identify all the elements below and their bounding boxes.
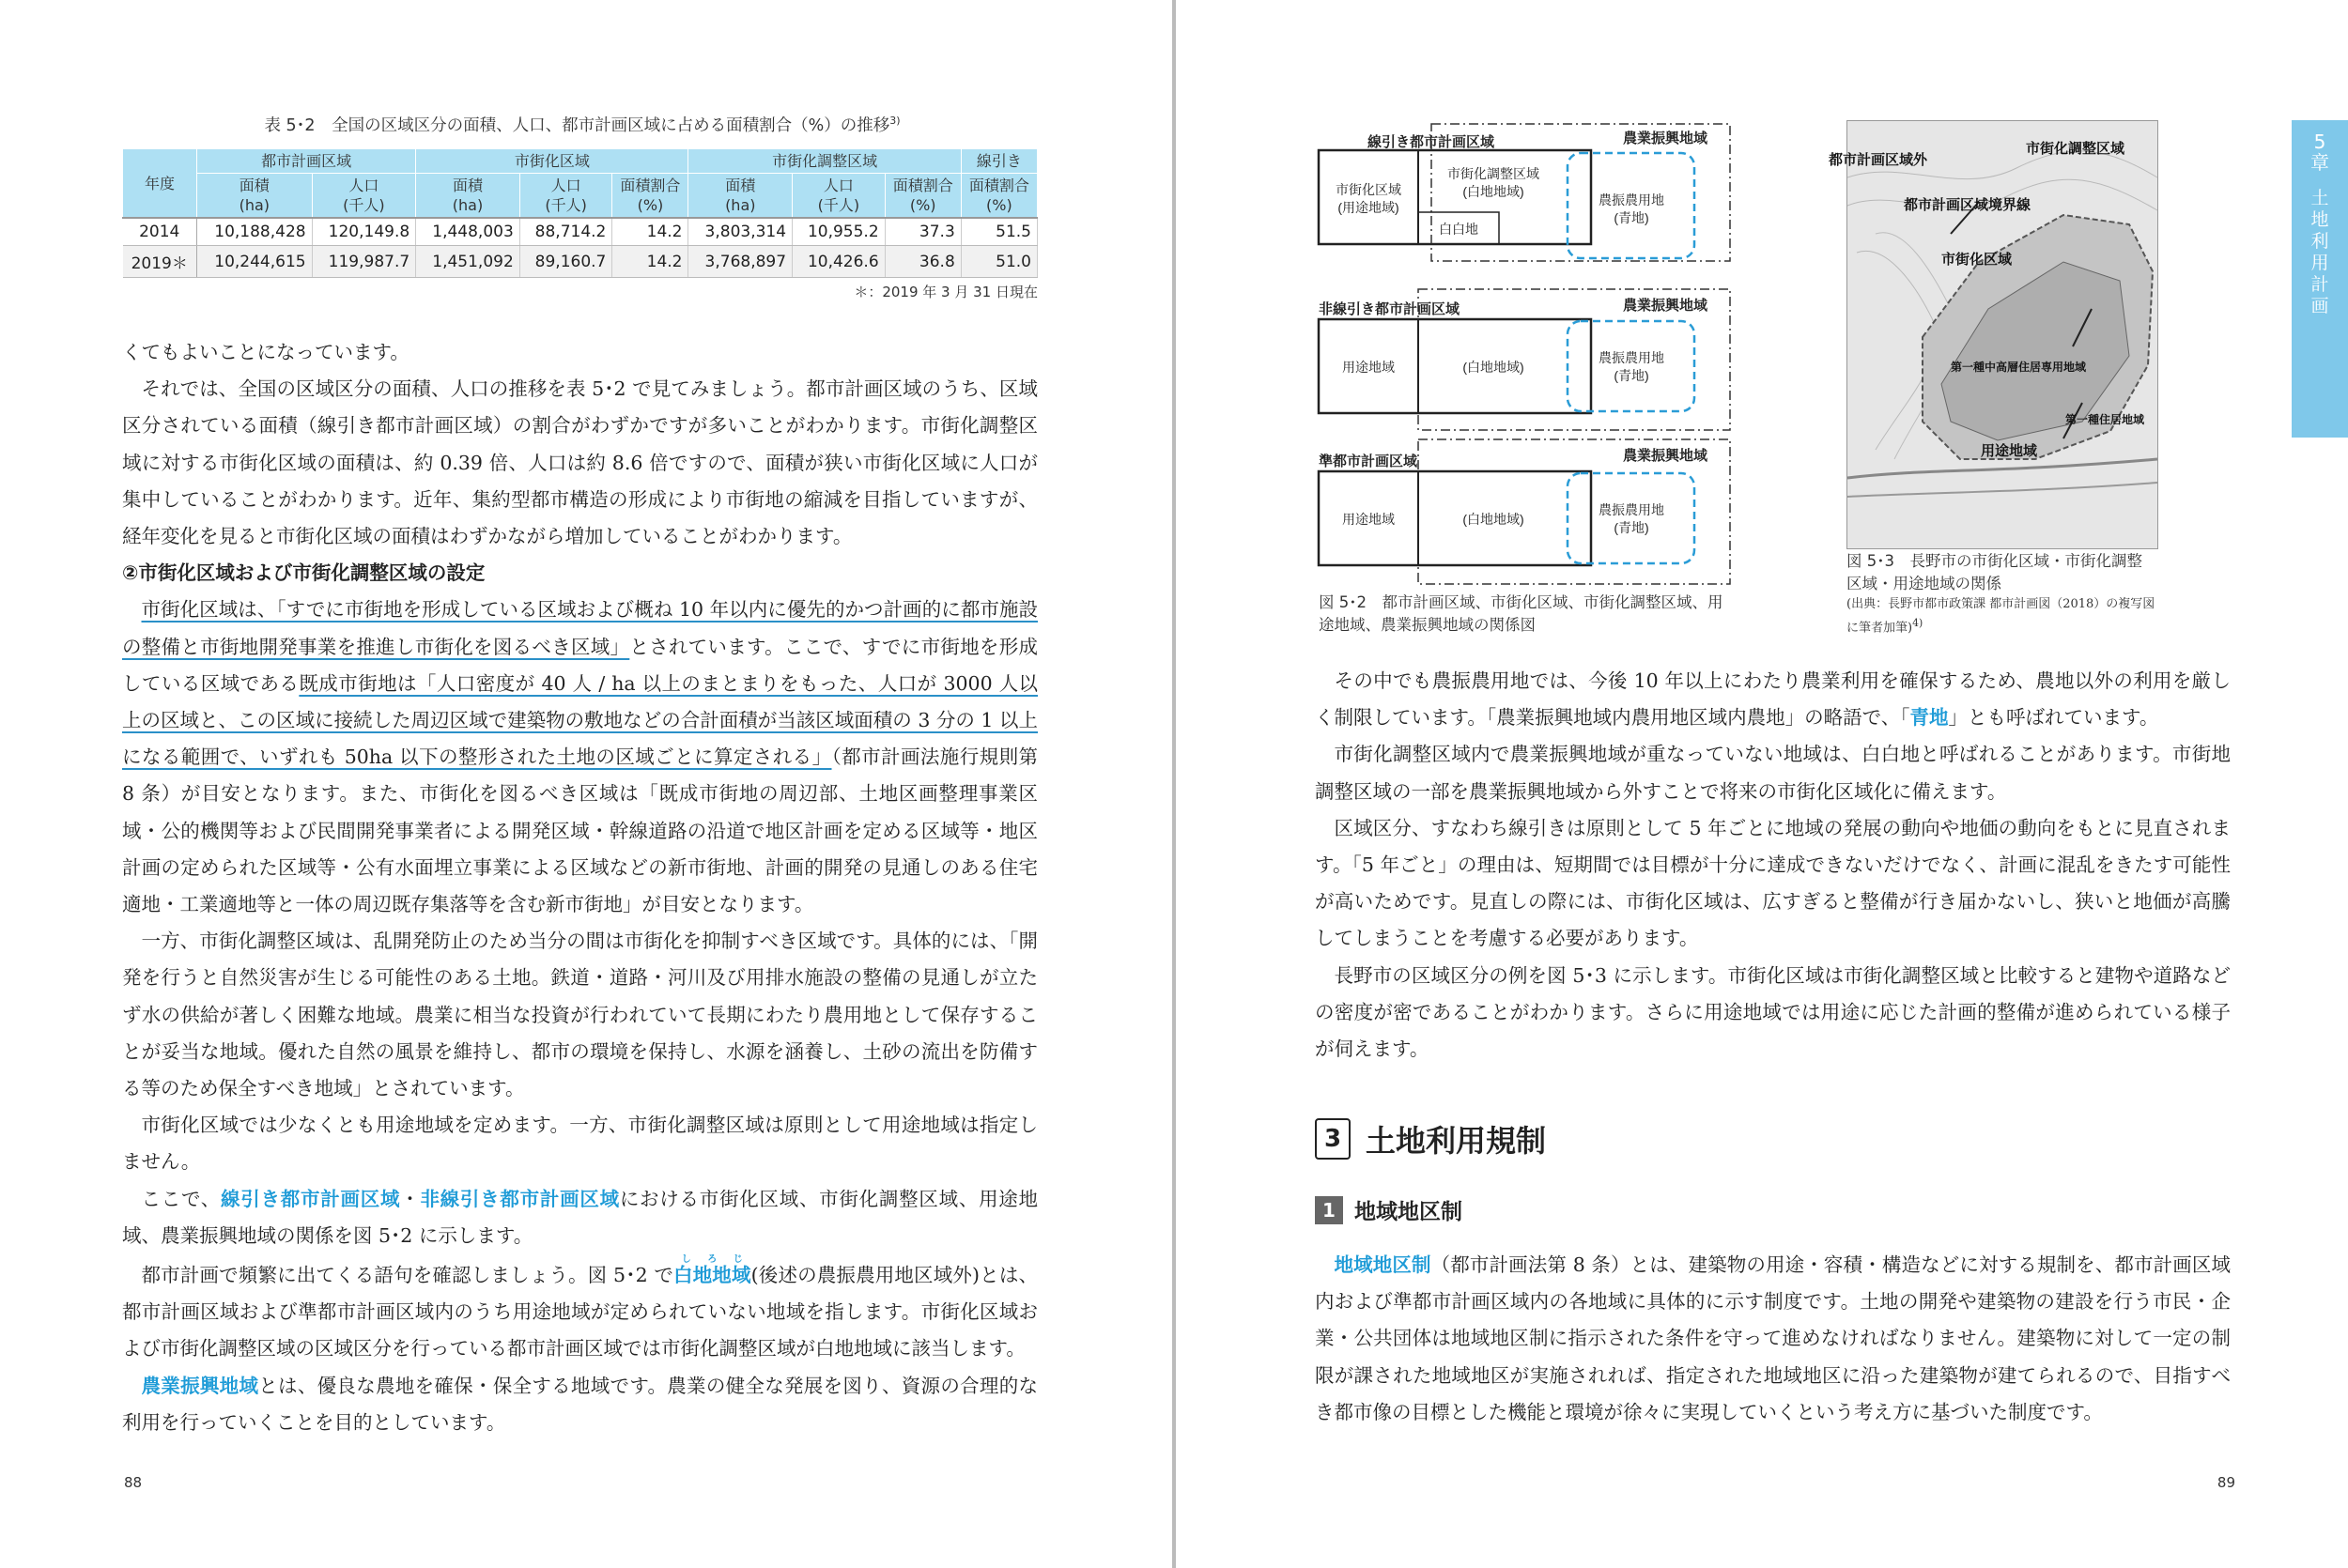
text-run: 」とも呼ばれています。 [1948, 706, 2159, 730]
group-header-line: 線引き [961, 149, 1037, 174]
paragraph: 長野市の区域区分の例を図 5･3 に示します。市街化区域は市街化調整区域と比較すると建物や道路などの密度が密であることがわかります。さらに用途地域では用途に応じた計画的整備が進められている様子が伺えます。 [1315, 963, 2231, 1061]
left-page [0, 0, 1172, 1568]
section-title: 土地利用規制 [1366, 1123, 1547, 1159]
block1-control [1447, 166, 1539, 199]
fig53-caption-text: 図 5･3 長野市の市街化区域・市街化調整区域・用途地域の関係 [1846, 552, 2142, 592]
group-header-city: 都市計画区域 [197, 149, 416, 174]
table-note: ＊：2019 年 3 月 31 日現在 [854, 284, 1038, 300]
chapter-number: 5 章 [2310, 131, 2329, 174]
paragraph [122, 592, 1038, 923]
subheader-cell: 面積 (ha) [688, 174, 793, 219]
fig52-diagram [1319, 120, 1739, 592]
map-label-res2: 第一種住居地域 [2065, 413, 2145, 426]
block3-farmland-outline [1568, 473, 1694, 563]
text-run: その中でも農振農用地では、今後 10 年以上にわたり農業利用を確保するため、農地以外の利用を厳しく制限しています。「農業振興地域内農用地区域内農地」の略語で、「 [1315, 669, 2231, 730]
term-shiroji [672, 1254, 751, 1287]
group-header-control: 市街化調整区域 [688, 149, 961, 174]
year-header: 年度 [123, 149, 197, 219]
term-nougyou: 農業振興地域 [141, 1374, 259, 1397]
table-row [123, 246, 1038, 278]
text-run: （都市計画法第 8 条）とは、建築物の用途・容積・構造などに対する規制を、都市計画区域内および準都市計画区域内の各地域に具体的に示す制度です。土地の開発や建築物の建設を行う市民・企業・公共団体は地域地区制に指示された条件を守って進めなければなりません。建築物に対して一定の制限が課された地域地区が実施されれば、指定された地域地区に沿った建築物が建てられるので、目指すべき都市像の目標とした機能と環境が徐々に実現していくという考え方に基づいた制度です。 [1315, 1253, 2232, 1423]
table-cell: 1,448,003 [416, 218, 520, 246]
block3-use: 用途地域 [1342, 512, 1395, 527]
text-run: ここで、 [141, 1187, 222, 1210]
subheader-cell: 面積割合 (%) [612, 174, 688, 219]
fig53-source [1846, 595, 2156, 638]
block1-white: 白白地 [1439, 222, 1478, 237]
ruby-reading: しろじ [672, 1254, 751, 1266]
text-line: (白地地域) [1462, 184, 1524, 199]
underlined-definition: 市街化区域は、「すでに市街地を形成している区域および概ね 10 年以内に優先的かつ計画的に都市施設の整備と市街地開発事業を推進し市街化を図るべき区域」 [122, 598, 1038, 658]
paragraph [122, 1181, 1038, 1254]
term-chiikichiku: 地域地区制 [1334, 1253, 1431, 1276]
subheader-cell: 人口 (千人) [793, 174, 886, 219]
book-gutter [1172, 0, 1176, 1568]
table-caption-ref: 3) [889, 115, 901, 128]
block3-title: 準都市計画区域 [1319, 453, 1418, 469]
table-cell: 120,149.8 [312, 218, 416, 246]
block2-white: (白地地域) [1462, 360, 1524, 375]
block2-use: 用途地域 [1342, 360, 1395, 375]
fig53-map [1829, 120, 2158, 549]
text-run: 都市計画で頻繁に出てくる語句を確認しましょう。図 5･2 で [141, 1264, 673, 1287]
block3-farm-label: 農業振興地域 [1623, 448, 1708, 464]
block1-title: 線引き都市計画区域 [1367, 134, 1495, 150]
block1-farmland-text: 農振農用地 [1599, 192, 1664, 208]
table-cell: 3,803,314 [688, 218, 793, 246]
block3-farmland [1599, 502, 1664, 535]
paragraph: くてもよいことになっています。 [122, 341, 409, 363]
paragraph: 市街化区域では少なくとも用途地域を定めます。一方、市街化調整区域は原則として用途地域は指定しません。 [122, 1114, 1038, 1174]
fig53-source-text: (出典：長野市都市政策課 都市計画図（2018）の複写図に筆者加筆) [1846, 597, 2155, 636]
table-row [123, 218, 1038, 246]
subheader-cell: 人口 (千人) [519, 174, 612, 219]
table-cell: 37.3 [885, 218, 961, 246]
block2-farm-label: 農業振興地域 [1623, 298, 1708, 314]
table-cell: 10,188,428 [197, 218, 313, 246]
table-cell: 14.2 [612, 246, 688, 278]
chapter-tab [2292, 120, 2348, 438]
paragraph: 市街化調整区域内で農業振興地域が重なっていない地域は、白白地と呼ばれることがあります。市街地調整区域の一部を農業振興地域から外すことで将来の市街化区域化に備えます。 [1315, 743, 2231, 803]
subsection-heading [1315, 1194, 1462, 1225]
term-hisenbiki: 非線引き都市計画区域 [420, 1187, 620, 1210]
chapter-title: 土地利用計画 [2310, 188, 2329, 316]
block1-farmland [1599, 192, 1664, 225]
block2-farmland-outline [1568, 321, 1694, 411]
subheader-cell: 面積 (ha) [416, 174, 520, 219]
table-cell: 51.5 [961, 218, 1037, 246]
right-body-text-2 [1315, 1247, 2231, 1431]
paragraph [122, 1368, 1038, 1441]
map-label-use: 用途地域 [1981, 443, 2038, 459]
left-body-text [122, 334, 1038, 1441]
table-caption-text: 表 5･2 全国の区域区分の面積、人口、都市計画区域に占める面積割合（%）の推移 [264, 116, 890, 135]
fig53-caption [1846, 550, 2156, 638]
block1-urban [1336, 182, 1401, 215]
subheader-cell: 面積割合 (%) [961, 174, 1037, 219]
table-cell: 1,451,092 [416, 246, 520, 278]
year-cell: 2014 [123, 218, 197, 246]
table-cell: 3,768,897 [688, 246, 793, 278]
paragraph [1315, 1247, 2231, 1431]
stats-table [122, 148, 1038, 278]
term-senbiki: 線引き都市計画区域 [221, 1187, 401, 1210]
fig53-ref: 4) [1912, 617, 1923, 629]
map-label-outside: 都市計画区域外 [1829, 152, 1928, 168]
table-cell: 10,426.6 [793, 246, 886, 278]
paragraph [1315, 663, 2231, 736]
map-graphic [1829, 121, 2157, 548]
text-line: (青地) [1614, 368, 1649, 383]
paragraph: 一方、市街化調整区域は、乱開発防止のため当分の間は市街化を抑制すべき区域です。具体的には、「開発を行うと自然災害が生じる可能性のある土地。鉄道・道路・河川及び用排水施設の整備の見通しが立たず水の供給が著しく困難な地域。農業に相当な投資が行われていて長期にわたり農用地として保存することが妥当な地域。優れた自然の風景を維持し、都市の環境を保持し、水源を涵養し、土砂の流出を防備する等のため保全すべき地域」とされています。 [122, 930, 1038, 1100]
table-cell: 88,714.2 [519, 218, 612, 246]
subsection-title: 地域地区制 [1354, 1200, 1462, 1224]
table-cell: 10,244,615 [197, 246, 313, 278]
map-label-control: 市街化調整区域 [2026, 141, 2125, 157]
group-header-urban: 市街化区域 [416, 149, 688, 174]
page-number-left: 88 [124, 1474, 143, 1491]
text-run: とされています。ここで、すでに市街地を形成している区域である [122, 635, 1038, 695]
term-text: 白地地域 [672, 1264, 751, 1287]
table-cell: 14.2 [612, 218, 688, 246]
underlined-definition: 既成市街地は「人口密度が 40 人 / ha 以上のまとまりをもった、人口が 3000 人以上の区域と、この区域に接続した周辺区域で建築物の敷地などの合計面積が当該区域面積の 3 分の 1 以上になる範囲で、いずれも 50ha 以下の整形された土地の区域ごとに算定される」 [122, 671, 1038, 769]
text-line: (用途地域) [1337, 200, 1399, 215]
block1-control-text: 市街化調整区域 [1447, 166, 1539, 181]
table-cell: 51.0 [961, 246, 1037, 278]
block2-title: 非線引き都市計画区域 [1319, 301, 1460, 317]
subheading-setting: ②市街化区域および市街化調整区域の設定 [122, 561, 486, 585]
table-cell: 36.8 [885, 246, 961, 278]
section-heading [1315, 1117, 1546, 1161]
table-cell: 10,955.2 [793, 218, 886, 246]
table-cell: 89,160.7 [519, 246, 612, 278]
block2-farmland-text: 農振農用地 [1599, 350, 1664, 365]
paragraph: それでは、全国の区域区分の面積、人口の推移を表 5･2 で見てみましょう。都市計画区域のうち、区域区分されている面積（線引き都市計画区域）の割合がわずかですが多いことがわかります。市街化調整区域に対する市街化区域の面積は、約 0.39 倍、人口は約 8.6 倍ですので、面積が狭い市街化区域に人口が集中していることがわかります。近年、集約型都市構造の形成により市街地の縮減を目指していますが、経年変化を見ると市街化区域の面積はわずかながら増加していることがわかります。 [122, 377, 1038, 548]
subsection-number: 1 [1315, 1196, 1343, 1224]
table-cell: 119,987.7 [312, 246, 416, 278]
paragraph: 区域区分、すなわち線引きは原則として 5 年ごとに地域の発展の動向や地価の動向をもとに見直されます。「5 年ごと」の理由は、短期間では目標が十分に達成できないだけでなく、計画に混乱をきたす可能性が高いためです。見直しの際には、市街化区域は、広すぎると整備が行き届かないし、狭いと地価が高騰してしまうことを考慮する必要があります。 [1315, 816, 2231, 950]
text-run: における市街化区域、市街化調整区域、用途地域、農業振興地域の関係を図 5･2 に示します。 [122, 1187, 1039, 1247]
subheader-cell: 面積割合 (%) [885, 174, 961, 219]
text-run: とは、優良な農地を確保・保全する地域です。農業の健全な発展を図り、資源の合理的な利用を行っていくことを目的としています。 [122, 1374, 1039, 1434]
map-label-res1: 第一種中高層住居専用地域 [1951, 361, 2087, 374]
text-run: （都市計画法施行規則第 8 条）が目安となります。また、市街化を図るべき区域は「既成市街地の周辺部、土地区画整理事業区域・公的機関等および民間開発事業者による開発区域・幹線道路の沿道で地区計画を定める区域等・地区計画の定められた区域等・公有水面埋立事業による区域などの新市街地、計画的開発の見通しのある住宅適地・工業適地等と一体の周辺既存集落等を含む新市街地」が目安となります。 [122, 746, 1038, 916]
paragraph [122, 1254, 1038, 1368]
map-label-boundary: 都市計画区域境界線 [1904, 197, 2031, 213]
block1-urban-text: 市街化区域 [1336, 182, 1401, 197]
section-number: 3 [1315, 1118, 1351, 1160]
block1-farm-label: 農業振興地域 [1623, 131, 1708, 146]
subheader-cell: 面積 (ha) [197, 174, 313, 219]
right-body-text [1315, 663, 2231, 1068]
block3-farmland-text: 農振農用地 [1599, 502, 1664, 517]
page-number-right: 89 [2217, 1474, 2235, 1491]
table-caption [122, 113, 1043, 136]
map-label-urban: 市街化区域 [1941, 252, 2013, 268]
text-line: (青地) [1614, 210, 1649, 225]
block3-white: (白地地域) [1462, 512, 1524, 527]
text-run: (後述の農振農用地区域外)とは、都市計画区域および準都市計画区域内のうち用途地域が定められていない地域を指します。市街化区域および市街化調整区域の区域区分を行っている都市計画区域では市街化調整区域が白地地域に該当します。 [122, 1264, 1039, 1360]
text-line: (青地) [1614, 520, 1649, 535]
fig52-caption: 図 5･2 都市計画区域、市街化区域、市街化調整区域、用途地域、農業振興地域の関係図 [1319, 593, 1723, 634]
block2-farmland [1599, 350, 1664, 383]
term-aochi: 青地 [1909, 706, 1949, 730]
text-run: ・ [400, 1187, 421, 1210]
subheader-cell: 人口 (千人) [312, 174, 416, 219]
year-cell: 2019＊ [123, 246, 197, 278]
